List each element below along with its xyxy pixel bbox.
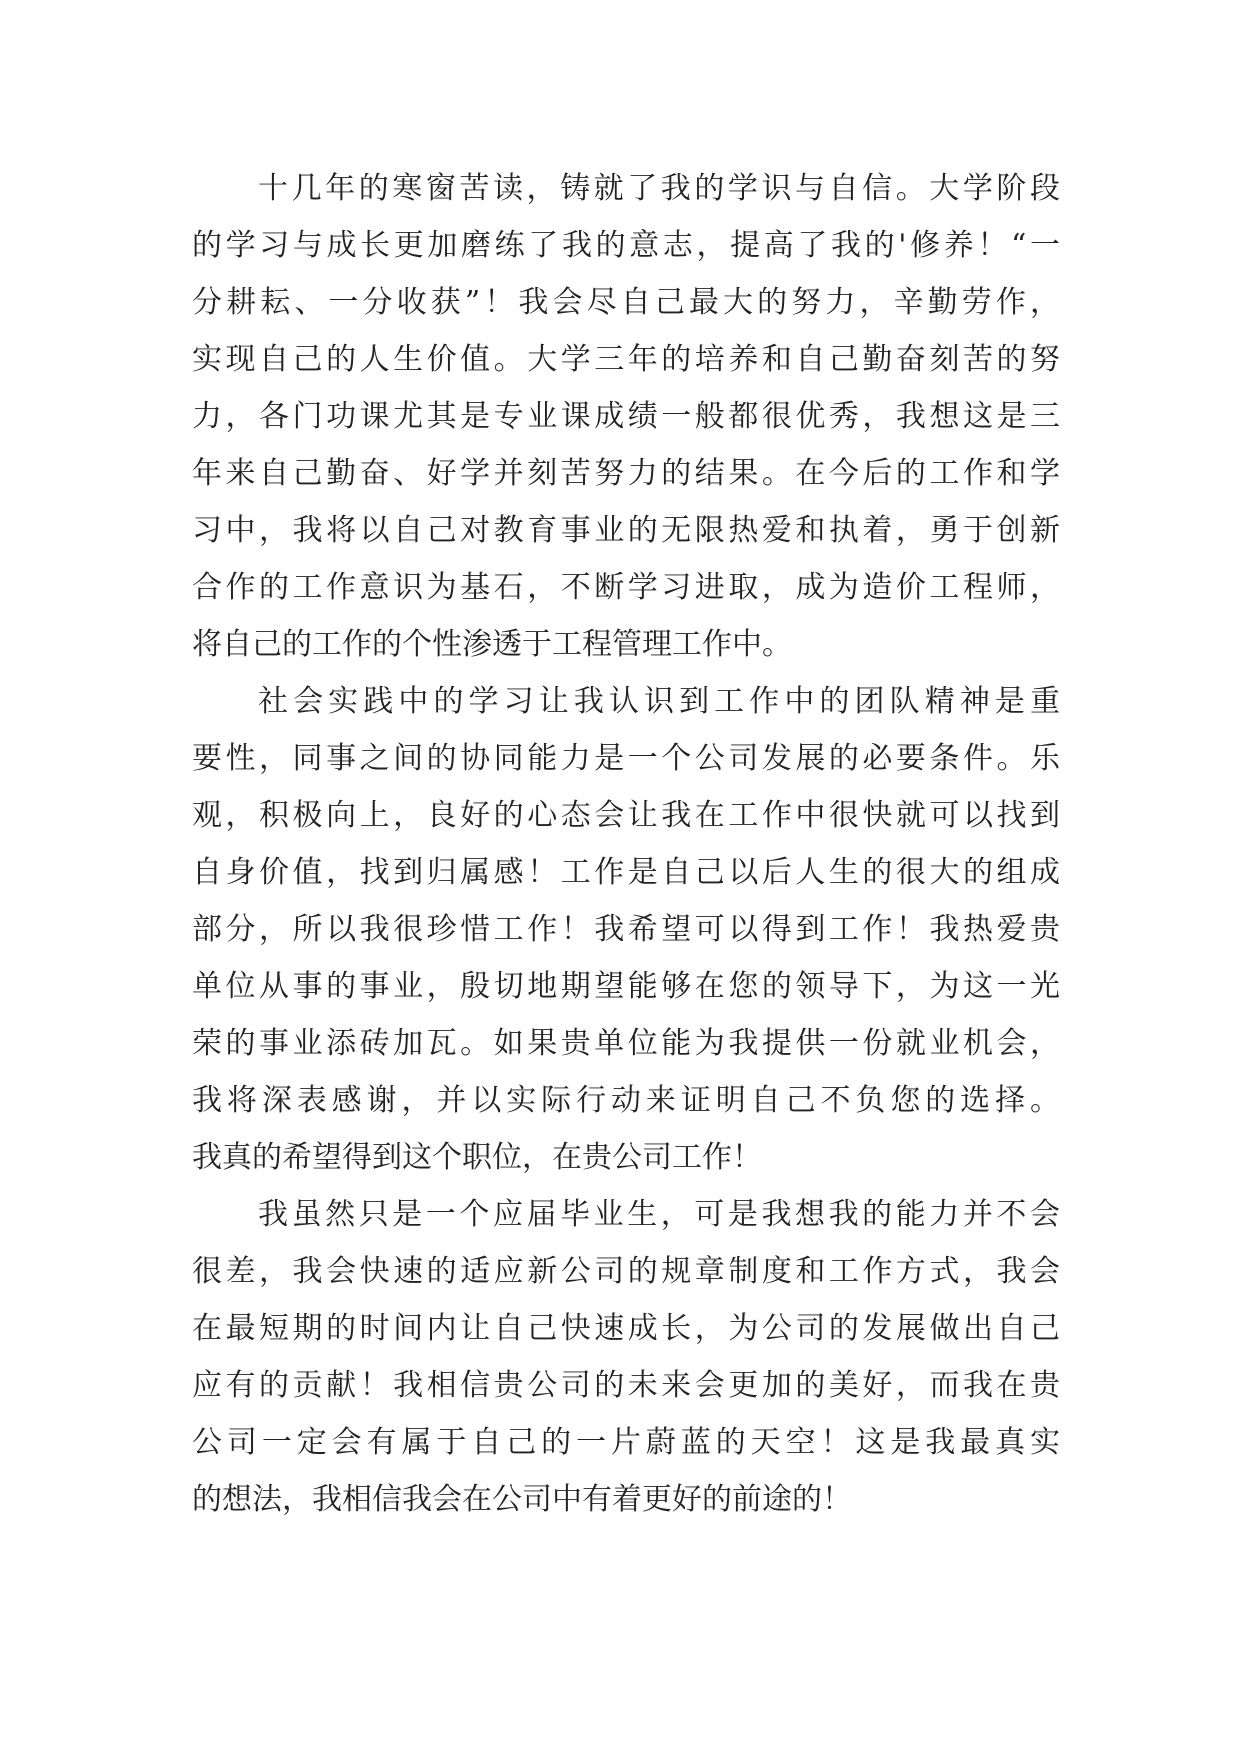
- paragraph-line: 在最短期的时间内让自己快速成长，为公司的发展做出自己: [192, 1311, 1060, 1346]
- paragraph-line: 合作的工作意识为基石，不断学习进取，成为造价工程师，: [192, 570, 1060, 605]
- document-body: [192, 160, 1060, 1528]
- paragraph-line: 很差，我会快速的适应新公司的规章制度和工作方式，我会: [192, 1254, 1060, 1289]
- paragraph-2: [192, 673, 1060, 1186]
- paragraph-line: 习中，我将以自己对教育事业的无限热爱和执着，勇于创新: [192, 513, 1060, 548]
- paragraph-line: 我将深表感谢，并以实际行动来证明自己不负您的选择。: [192, 1083, 1060, 1118]
- paragraph-line: 十几年的寒窗苦读，铸就了我的学识与自信。大学阶段: [258, 171, 1060, 206]
- paragraph-line: 的想法，我相信我会在公司中有着更好的前途的！: [192, 1482, 852, 1517]
- paragraph-line: 自身价值，找到归属感！工作是自己以后人生的很大的组成: [192, 855, 1060, 890]
- paragraph-line: 应有的贡献！我相信贵公司的未来会更加的美好，而我在贵: [192, 1368, 1060, 1403]
- paragraph-line: 公司一定会有属于自己的一片蔚蓝的天空！这是我最真实: [192, 1425, 1060, 1460]
- paragraph-line: 观，积极向上，良好的心态会让我在工作中很快就可以找到: [192, 798, 1060, 833]
- paragraph-line: 年来自己勤奋、好学并刻苦努力的结果。在今后的工作和学: [192, 456, 1060, 491]
- paragraph-line: 要性，同事之间的协同能力是一个公司发展的必要条件。乐: [192, 741, 1060, 776]
- paragraph-3: [192, 1186, 1060, 1528]
- paragraph-line: 我虽然只是一个应届毕业生，可是我想我的能力并不会: [258, 1197, 1060, 1232]
- paragraph-line: 我真的希望得到这个职位，在贵公司工作！: [192, 1140, 762, 1175]
- paragraph-line: 实现自己的人生价值。大学三年的培养和自己勤奋刻苦的努: [192, 342, 1060, 377]
- paragraph-line: 力，各门功课尤其是专业课成绩一般都很优秀，我想这是三: [192, 399, 1060, 434]
- paragraph-1: [192, 160, 1060, 673]
- paragraph-line: 单位从事的事业，殷切地期望能够在您的领导下，为这一光: [192, 969, 1060, 1004]
- paragraph-line: 部分，所以我很珍惜工作！我希望可以得到工作！我热爱贵: [192, 912, 1060, 947]
- paragraph-line: 的学习与成长更加磨练了我的意志，提高了我的'修养！“一: [192, 228, 1060, 263]
- paragraph-line: 社会实践中的学习让我认识到工作中的团队精神是重: [258, 684, 1060, 719]
- paragraph-line: 荣的事业添砖加瓦。如果贵单位能为我提供一份就业机会，: [192, 1026, 1060, 1061]
- paragraph-line: 将自己的工作的个性渗透于工程管理工作中。: [192, 627, 792, 662]
- paragraph-line: 分耕耘、一分收获”！我会尽自己最大的努力，辛勤劳作，: [192, 285, 1060, 320]
